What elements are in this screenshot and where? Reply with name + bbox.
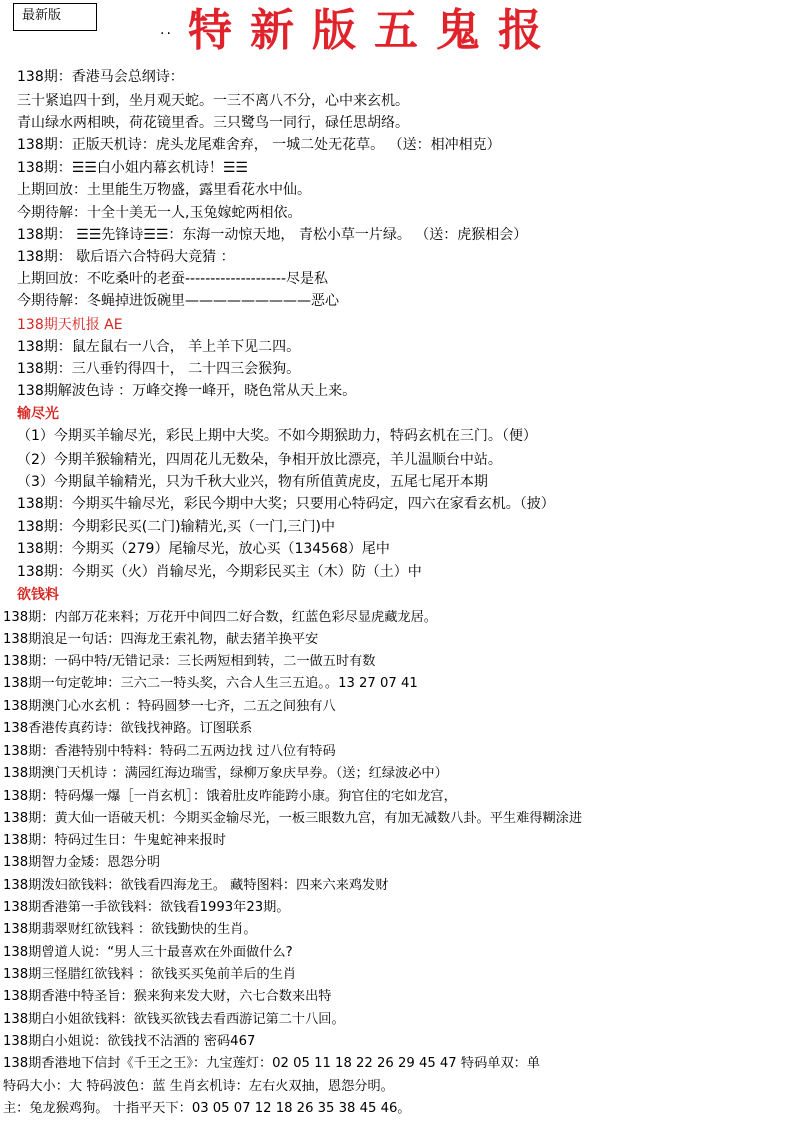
line-21: 138期：今期彩民买(二门)输精光,买（一门,三门)中 bbox=[17, 519, 336, 535]
section-heading-1: 输尽光 bbox=[17, 406, 59, 422]
version-badge: 最新版 bbox=[13, 3, 97, 31]
line-46: 特码大小：大 特码波色：蓝 生肖玄机诗：左右火双抽，恩怨分明。 bbox=[3, 1079, 394, 1094]
line-17: （1）今期买羊输尽光，彩民上期中大奖。不如今期猴助力，特码玄机在三门。（便） bbox=[17, 428, 537, 444]
line-35: 138期：特码过生日：牛鬼蛇神来报时 bbox=[3, 833, 226, 848]
line-28: 138期一句定乾坤：三六二一特头奖，六合人生三五追。。13 27 07 41 bbox=[3, 676, 418, 691]
line-25: 138期：内部万花来料；万花开中间四二好合数，红蓝色彩尽显虎藏龙居。 bbox=[3, 610, 437, 625]
line-39: 138期翡翠财红欲钱料 ：欲钱勤快的生肖。 bbox=[3, 922, 257, 937]
line-12: 138期天机报 AE bbox=[17, 317, 123, 333]
title-dots: .. bbox=[160, 22, 173, 38]
line-40: 138期曾道人说：“男人三十最喜欢在外面做什么? bbox=[3, 945, 293, 960]
line-03: 青山绿水两相映，荷花镜里香。三只鹭鸟一同行，碌任思胡络。 bbox=[17, 115, 409, 131]
line-30: 138香港传真药诗：欲钱找神路。订图联系 bbox=[3, 721, 253, 736]
line-07: 今期待解：十全十美无一人,玉兔嫁蛇两相依。 bbox=[17, 205, 302, 221]
line-04: 138期：正版天机诗：虎头龙尾难舍弃， 一城二处无花草。 （送：相冲相克） bbox=[17, 137, 501, 153]
line-14: 138期：三八垂钓得四十， 二十四三会猴狗。 bbox=[17, 361, 301, 377]
line-02: 三十紧追四十到，坐月观天蛇。一三不离八不分，心中来玄机。 bbox=[17, 93, 409, 109]
line-31: 138期：香港特别中特料：特码二五两边找 过八位有特码 bbox=[3, 744, 336, 759]
line-45: 138期香港地下信封《千王之王》：九宝莲灯：02 05 11 18 22 26 29 45 47 特码单双：单 bbox=[3, 1056, 541, 1071]
line-23: 138期：今期买（火）肖输尽光，今期彩民买主（木）防（土）中 bbox=[17, 564, 422, 580]
line-43: 138期白小姐欲钱料：欲钱买欲钱去看西游记第二十八回。 bbox=[3, 1012, 345, 1027]
line-11: 今期待解：冬蝇掉进饭碗里—————————恶心 bbox=[17, 293, 339, 309]
section-heading-2: 欲钱料 bbox=[17, 587, 59, 603]
line-29: 138期澳门心水玄机 ：特码圆梦一七齐，二五之间独有八 bbox=[3, 699, 336, 714]
line-41: 138期三怪腊红欲钱料 ：欲钱买买兔前羊后的生肖 bbox=[3, 967, 297, 982]
line-10: 上期回放：不吃桑叶的老蚕--------------------尽是私 bbox=[17, 271, 329, 287]
page-title: 特新版五鬼报 bbox=[188, 5, 560, 56]
line-08: 138期： ☰☰先锋诗☰☰：东海一动惊天地， 青松小草一片绿。 （送：虎猴相会） bbox=[17, 227, 528, 243]
line-38: 138期香港第一手欲钱料：欲钱看1993年23期。 bbox=[3, 900, 290, 915]
line-33: 138期：特码爆一爆［一肖玄机］：饿着肚皮咋能跨小康。狗官住的宅如龙宫， bbox=[3, 789, 457, 804]
line-36: 138期智力金矮：恩怨分明 bbox=[3, 855, 161, 870]
line-15: 138期解波色诗 ：万峰交搀一峰开，晓色常从天上来。 bbox=[17, 383, 357, 399]
line-34: 138期：黄大仙一语破天机：今期买金输尽光，一板三眼数九宫，有加无减数八卦。平生难得糊涂进 bbox=[3, 811, 583, 826]
line-09: 138期： 歇后语六合特码大竞猜 ： bbox=[17, 249, 235, 265]
line-32: 138期澳门天机诗 ：满园红海边瑞雪，绿柳万象庆早券。（送；红绿波必中） bbox=[3, 766, 448, 781]
line-47: 主：兔龙猴鸡狗。 十指平天下：03 05 07 12 18 26 35 38 45 46。 bbox=[3, 1101, 411, 1116]
line-22: 138期：今期买（279）尾输尽光，放心买（134568）尾中 bbox=[17, 541, 390, 557]
line-19: （3）今期鼠羊输精光，只为千秋大业兴，物有所值黄虎皮，五尾七尾开本期 bbox=[17, 474, 488, 490]
line-06: 上期回放：土里能生万物盛，露里看花水中仙。 bbox=[17, 182, 311, 198]
line-27: 138期：一码中特/无错记录：三长两短相到转，二一做五时有数 bbox=[3, 654, 376, 669]
line-26: 138期浪足一句话：四海龙王索礼物，献去猪羊换平安 bbox=[3, 632, 319, 647]
line-42: 138期香港中特圣旨：猴来狗来发大财，六七合数来出特 bbox=[3, 989, 332, 1004]
line-05: 138期：☰☰白小姐内幕玄机诗！☰☰ bbox=[17, 160, 248, 176]
line-37: 138期泼妇欲钱料：欲钱看四海龙王。 藏特图料：四来六来鸡发财 bbox=[3, 878, 389, 893]
line-20: 138期：今期买牛输尽光，彩民今期中大奖；只要用心特码定，四六在家看玄机。（披） bbox=[17, 496, 555, 512]
line-18: （2）今期羊猴输精光，四周花儿无数朵，争相开放比漂亮，羊儿温顺台中站。 bbox=[17, 452, 502, 468]
line-44: 138期白小姐说：欲钱找不沾酒的 密码467 bbox=[3, 1034, 256, 1049]
line-13: 138期：鼠左鼠右一八合， 羊上羊下见二四。 bbox=[17, 339, 301, 355]
line-01: 138期：香港马会总纲诗： bbox=[17, 69, 184, 85]
